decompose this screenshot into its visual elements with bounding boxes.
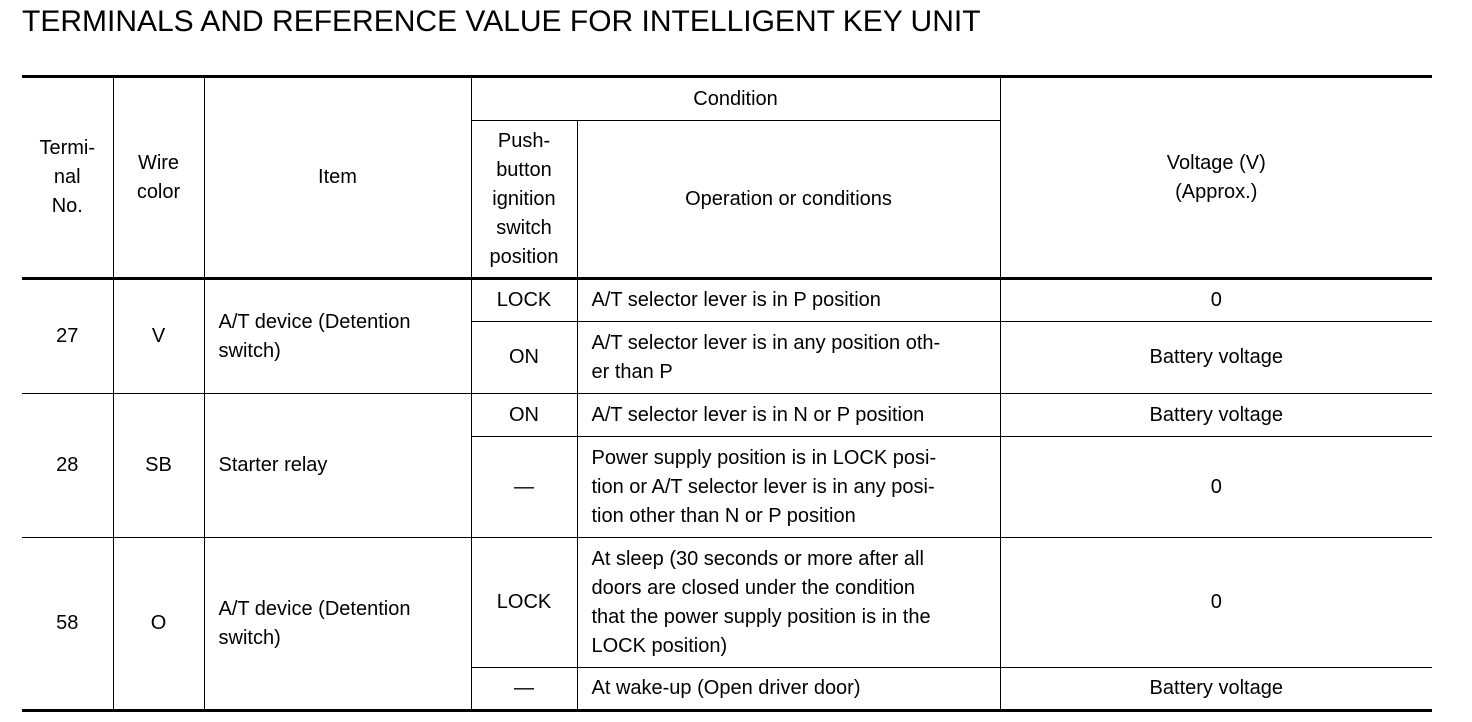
operation-cell: Power supply position is in LOCK posi- tion or A/T selector lever is in any posi- tion other than N or P position — [577, 437, 1000, 538]
voltage-cell: 0 — [1000, 437, 1432, 538]
page-title: TERMINALS AND REFERENCE VALUE FOR INTELLIGENT KEY UNIT — [22, 5, 981, 38]
header-condition: Condition — [471, 77, 1000, 121]
item-cell: Starter relay — [204, 394, 471, 538]
switch-position-cell: LOCK — [471, 279, 577, 322]
switch-position-cell: — — [471, 668, 577, 711]
table-row — [22, 394, 1432, 437]
operation-cell: A/T selector lever is in N or P position — [577, 394, 1000, 437]
item-cell: A/T device (Detention switch) — [204, 279, 471, 394]
wire-color-cell: SB — [113, 394, 204, 538]
voltage-cell: Battery voltage — [1000, 322, 1432, 394]
operation-cell: At wake-up (Open driver door) — [577, 668, 1000, 711]
header-terminal: Termi- nal No. — [22, 77, 113, 279]
header-wire-color: Wire color — [113, 77, 204, 279]
switch-position-cell: ON — [471, 322, 577, 394]
voltage-cell: 0 — [1000, 538, 1432, 668]
switch-position-cell: ON — [471, 394, 577, 437]
terminal-cell: 58 — [22, 538, 113, 711]
operation-cell: A/T selector lever is in any position oth- er than P — [577, 322, 1000, 394]
header-operation: Operation or conditions — [577, 121, 1000, 279]
terminal-cell: 27 — [22, 279, 113, 394]
header-switch-position: Push- button ignition switch position — [471, 121, 577, 279]
operation-cell: A/T selector lever is in P position — [577, 279, 1000, 322]
wire-color-cell: V — [113, 279, 204, 394]
wire-color-cell: O — [113, 538, 204, 711]
table-row — [22, 538, 1432, 668]
voltage-cell: Battery voltage — [1000, 668, 1432, 711]
switch-position-cell: LOCK — [471, 538, 577, 668]
header-voltage: Voltage (V) (Approx.) — [1000, 77, 1432, 279]
reference-table — [22, 75, 1432, 712]
terminal-cell: 28 — [22, 394, 113, 538]
switch-position-cell: — — [471, 437, 577, 538]
voltage-cell: 0 — [1000, 279, 1432, 322]
voltage-cell: Battery voltage — [1000, 394, 1432, 437]
header-item: Item — [204, 77, 471, 279]
operation-cell: At sleep (30 seconds or more after all doors are closed under the condition that the power supply position is in the LOCK position) — [577, 538, 1000, 668]
table-row — [22, 279, 1432, 322]
item-cell: A/T device (Detention switch) — [204, 538, 471, 711]
